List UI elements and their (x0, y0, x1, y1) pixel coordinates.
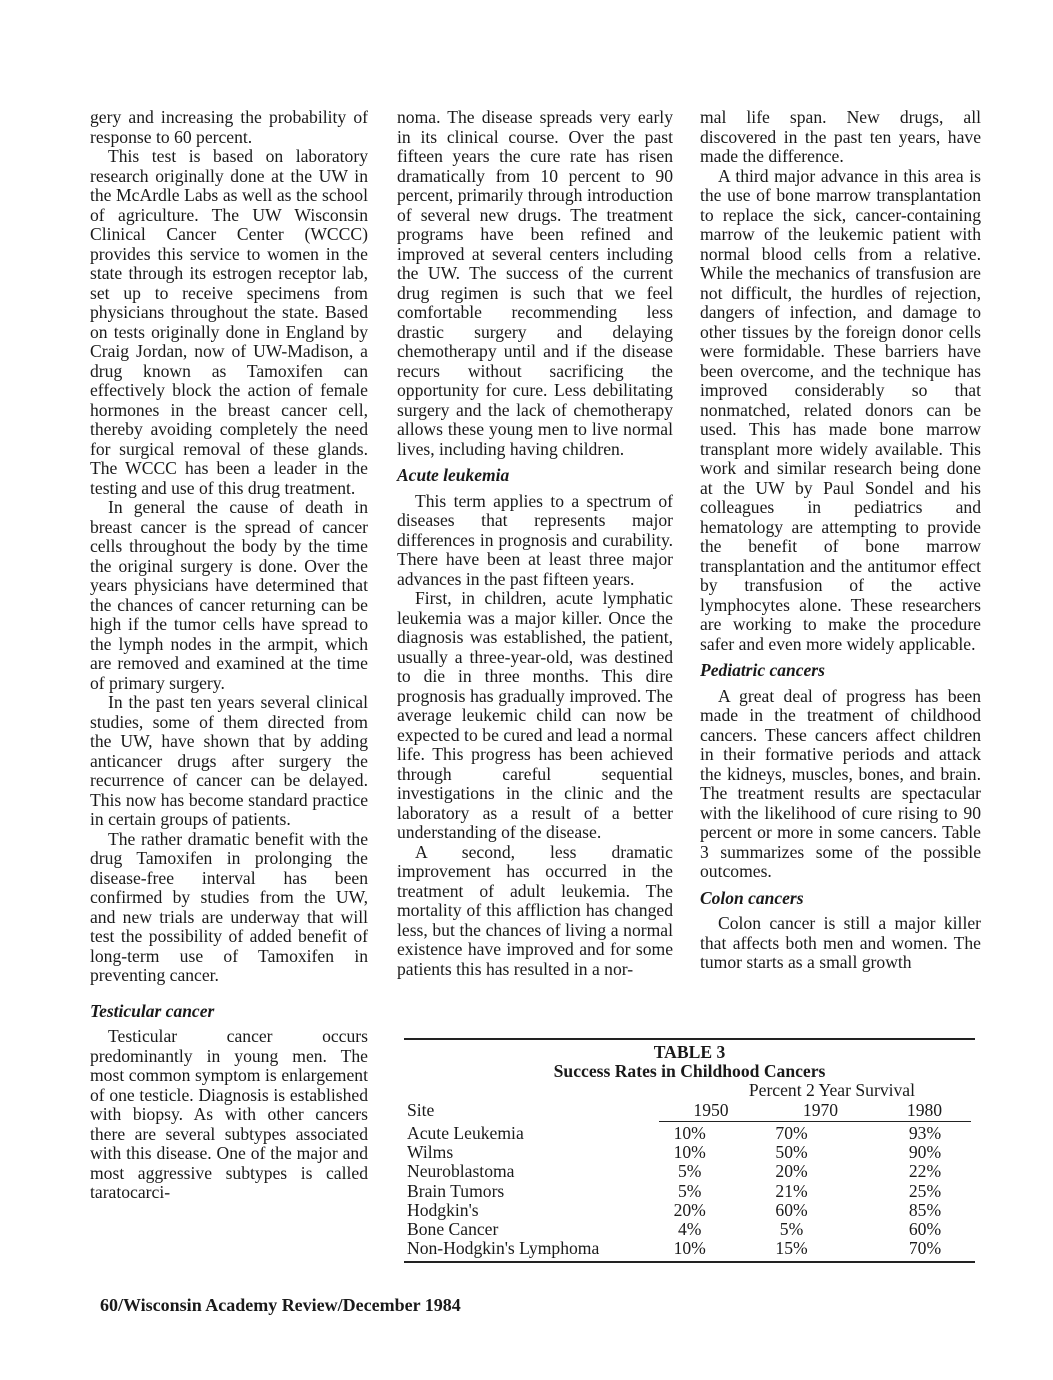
section-heading-leukemia: Acute leukemia (397, 465, 510, 485)
value-cell: 90% (908, 1142, 942, 1163)
body-paragraph: A great deal of progress has been made in the treatment of childhood cancers. These cancers affect children in their formative periods and attack the kidneys, muscles, bones, and brain. The treatment results are spectacular with the likelihood of cure rising to 90 percent or more in some cancers. Table 3 summarizes some of the possible outcomes. (700, 685, 981, 881)
value-cell: 25% (908, 1180, 942, 1201)
value-cell: 20% (673, 1199, 706, 1220)
table-3 (404, 1038, 975, 1263)
value-cell: 70% (775, 1123, 808, 1143)
table-subtitle: Percent 2 Year Survival (748, 1080, 915, 1100)
value-cell: 50% (775, 1142, 808, 1163)
value-cell: 15% (775, 1238, 808, 1259)
section-heading-colon: Colon cancers (700, 887, 804, 908)
body-paragraph: This term applies to a spectrum of diseases that represents major differences in prognosis and curability. There have been at least three major advances in the past fifteen years. (397, 490, 673, 589)
table-title: Success Rates in Childhood Cancers (553, 1061, 826, 1081)
value-cell: 60% (775, 1199, 808, 1220)
site-cell: Acute Leukemia (407, 1123, 524, 1143)
section-heading-pediatric: Pediatric cancers (700, 660, 825, 680)
table-row (404, 1220, 975, 1239)
value-cell: 5% (677, 1161, 702, 1182)
site-cell: Neuroblastoma (407, 1161, 515, 1182)
table-row (404, 1162, 975, 1181)
section-heading-testicular: Testicular cancer (90, 1000, 215, 1021)
value-cell: 20% (775, 1161, 808, 1182)
table-row (404, 1124, 975, 1143)
body-paragraph: Testicular cancer occurs predominantly in young men. The most common symptom is enlargement of one testicle. Diagnosis is established with biopsy. As with other cancers there are several subtypes associated with this disease. One of the major and most aggressive subtypes is called taratocarci- (90, 1026, 368, 1202)
value-cell: 22% (908, 1161, 942, 1182)
body-paragraph: mal life span. New drugs, all discovered in the past ten years, have made the difference. (700, 107, 981, 166)
table-number: TABLE 3 (653, 1042, 726, 1062)
value-cell: 85% (908, 1199, 942, 1220)
body-paragraph: Colon cancer is still a major killer that affects both men and women. The tumor starts as a small growth (700, 913, 981, 972)
year-headers (659, 1100, 971, 1122)
table-row (404, 1201, 975, 1220)
year-header: 1970 (802, 1100, 839, 1120)
table-row (404, 1143, 975, 1162)
body-paragraph: A second, less dramatic improvement has occurred in the treatment of adult leukemia. The mortality of this affliction has changed less, but the chances of living a normal existence have improved and for some patients this has resulted in a nor- (397, 841, 673, 979)
table-row (404, 1239, 975, 1258)
value-cell: 10% (673, 1238, 706, 1259)
value-cell: 10% (673, 1142, 706, 1163)
site-cell: Brain Tumors (407, 1180, 505, 1201)
value-cell: 10% (673, 1123, 706, 1143)
value-cell: 60% (908, 1219, 942, 1240)
site-cell: Wilms (407, 1142, 454, 1163)
column-2 (397, 108, 673, 979)
table-header-row (404, 1100, 975, 1120)
body-paragraph: This test is based on laboratory research originally done at the UW in the McArdle Labs as well as the school of agriculture. The UW Wisconsin Clinical Cancer Center (WCCC) provides this service to women in the state through its estrogen receptor lab, set up to receive specimens from physicians throughout the state. Based on tests originally done in England by Craig Jordan, now of UW-Madison, a drug known as Tamoxifen can effectively block the action of female hormones in the breast cancer cell, thereby avoiding completely the need for surgical removal of these glands. The WCCC has been a leader in the testing and use of this drug treatment. (90, 146, 368, 498)
site-column-header: Site (407, 1100, 435, 1120)
site-cell: Hodgkin's (407, 1199, 479, 1220)
value-cell: 4% (677, 1219, 702, 1240)
value-cell: 70% (908, 1238, 942, 1259)
body-paragraph: First, in children, acute lymphatic leukemia was a major killer. Once the diagnosis was established, the patient, usually a three-year-old, was destined to die in three months. This dire prognosis has gradually improved. The average leukemic child can now be expected to be cured and lead a normal life. This progress has been achieved through careful sequential investigations in the clinic and the laboratory as a result of a better understanding of the disease. (397, 588, 673, 842)
value-cell: 5% (779, 1219, 804, 1240)
year-header: 1950 (693, 1100, 729, 1120)
column-1 (90, 108, 368, 1203)
site-cell: Non-Hodgkin's Lymphoma (407, 1238, 600, 1259)
value-cell: 93% (908, 1123, 942, 1143)
year-header: 1980 (906, 1100, 943, 1120)
site-cell: Bone Cancer (407, 1219, 499, 1240)
body-paragraph: The rather dramatic benefit with the drug Tamoxifen in prolonging the disease-free interval has been confirmed by studies from the UW, and new trials are underway that will test the possibility of added benefit of long-term use of Tamoxifen in preventing cancer. (90, 828, 368, 985)
value-cell: 5% (677, 1180, 702, 1201)
column-3 (700, 108, 981, 973)
page-footer: 60/Wisconsin Academy Review/December 1984 (100, 1295, 461, 1315)
body-paragraph: In the past ten years several clinical studies, some of them directed from the UW, have shown that by adding anticancer drugs after surgery the recurrence of cancer can be delayed. This now has become standard practice in certain groups of patients. (90, 692, 368, 829)
value-cell: 21% (775, 1180, 808, 1201)
body-paragraph: gery and increasing the probability of response to 60 percent. (90, 107, 368, 147)
body-paragraph: In general the cause of death in breast cancer is the spread of cancer cells throughout the body by the time the original surgery is done. Over the years physicians have determined that the chances of cancer returning can be high if the tumor cells have spread to the lymph nodes in the armpit, which are removed and examined at the time of primary surgery. (90, 497, 368, 693)
body-paragraph: noma. The disease spreads very early in its clinical course. Over the past fifteen years the cure rate has risen dramatically from 10 percent to 90 percent, primarily through introduction of several new drugs. The treatment programs have been refined and improved at several centers including the UW. The success of the current drug regimen is such that we feel comfortable recommending less drastic surgery and delaying chemotherapy until and if the disease recurs without sacrificing the opportunity for cure. Less debilitating surgery and the lack of chemotherapy allows these young men to live normal lives, including having children. (397, 107, 673, 459)
table-row (404, 1182, 975, 1201)
body-paragraph: A third major advance in this area is the use of bone marrow transplantation to replace the sick, cancer-containing marrow of the leukemic patient with normal blood cells from a relative. While the mechanics of transfusion are not difficult, the hurdles of rejection, dangers of infection, and damage to other tissues by the foreign donor cells were formidable. These barriers have been overcome, and the technique has improved considerably so that nonmatched, related donors can be used. This has made bone marrow transplant more widely available. This work and similar research being done at the UW by Paul Sondel and his colleagues in pediatrics and hematology are attempting to provide the benefit of bone marrow transplantation and the antitumor effect by transfusion of the active lymphocytes alone. These researchers are working to make the procedure safer and even more widely applicable. (700, 165, 981, 654)
